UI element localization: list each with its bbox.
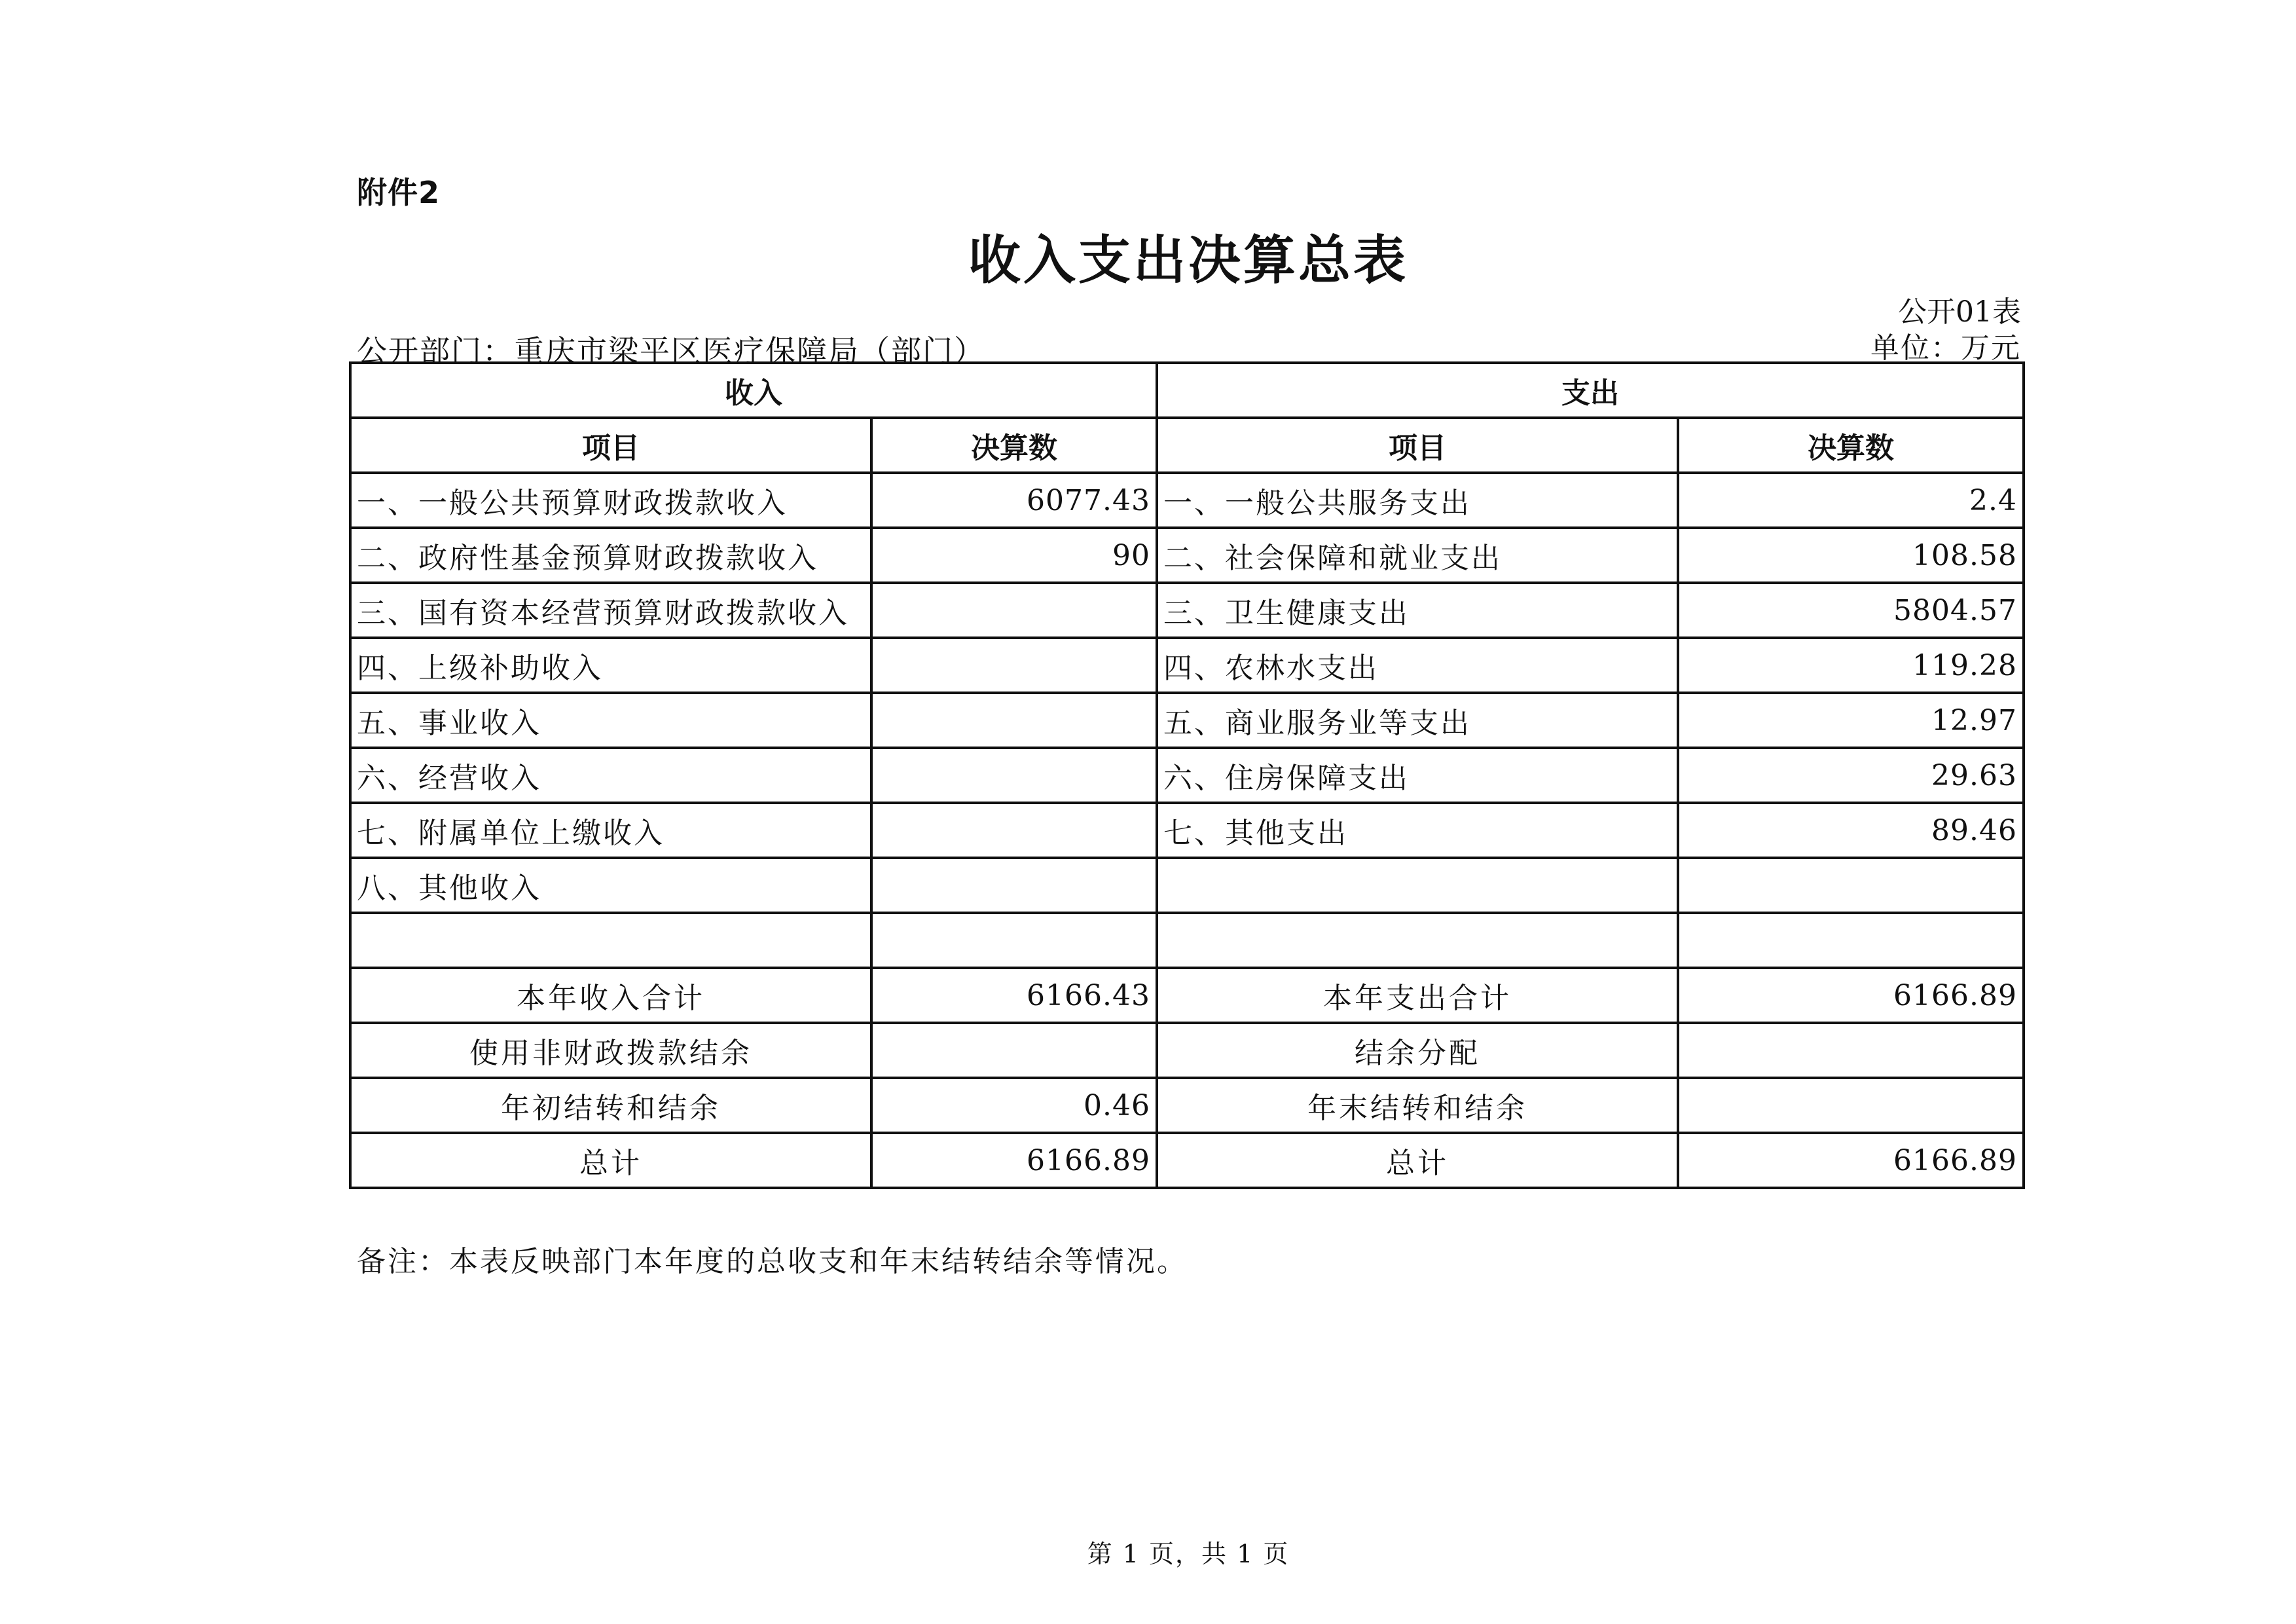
income-summary-item: 本年收入合计 [350, 968, 871, 1023]
expense-summary-amount [1678, 1078, 2024, 1133]
income-item: 二、政府性基金预算财政拨款收入 [350, 528, 871, 583]
summary-row [350, 1023, 2024, 1078]
table-row [350, 748, 2024, 803]
expense-amount: 89.46 [1678, 803, 2024, 858]
expense-summary-amount [1678, 1023, 2024, 1078]
expense-item: 五、商业服务业等支出 [1157, 693, 1678, 748]
income-summary-item: 使用非财政拨款结余 [350, 1023, 871, 1078]
income-amount [871, 748, 1157, 803]
expense-amount: 29.63 [1678, 748, 2024, 803]
income-amount [871, 858, 1157, 913]
table-row [350, 528, 2024, 583]
expense-amount: 108.58 [1678, 528, 2024, 583]
income-item-column-header: 项目 [350, 418, 871, 473]
expense-item: 一、一般公共服务支出 [1157, 473, 1678, 528]
table-code: 公开01表 [1898, 295, 2021, 329]
income-amount-column-header: 决算数 [871, 418, 1157, 473]
expense-total-amount: 6166.89 [1678, 1133, 2024, 1188]
income-item: 五、事业收入 [350, 693, 871, 748]
income-total-amount: 6166.89 [871, 1133, 1157, 1188]
expense-amount-column-header: 决算数 [1678, 418, 2024, 473]
income-amount [871, 803, 1157, 858]
income-item: 八、其他收入 [350, 858, 871, 913]
income-summary-amount: 6166.43 [871, 968, 1157, 1023]
expense-amount: 119.28 [1678, 638, 2024, 693]
expense-summary-item: 结余分配 [1157, 1023, 1678, 1078]
income-amount: 90 [871, 528, 1157, 583]
department-label: 公开部门：重庆市梁平区医疗保障局（部门） [357, 333, 985, 369]
expense-item-column-header: 项目 [1157, 418, 1678, 473]
income-summary-amount: 0.46 [871, 1078, 1157, 1133]
income-amount [871, 638, 1157, 693]
income-item: 四、上级补助收入 [350, 638, 871, 693]
table-row [350, 583, 2024, 638]
income-total-label: 总计 [350, 1133, 871, 1188]
section-header-row [350, 363, 2024, 418]
expense-item: 四、农林水支出 [1157, 638, 1678, 693]
expense-item: 三、卫生健康支出 [1157, 583, 1678, 638]
table-row [350, 803, 2024, 858]
expense-item [1157, 913, 1678, 968]
income-expense-table [349, 361, 2025, 1189]
total-row [350, 1133, 2024, 1188]
expense-item [1157, 858, 1678, 913]
attachment-label: 附件2 [357, 175, 441, 210]
table-row [350, 913, 2024, 968]
summary-row [350, 968, 2024, 1023]
table-row [350, 473, 2024, 528]
expense-item: 六、住房保障支出 [1157, 748, 1678, 803]
income-amount: 6077.43 [871, 473, 1157, 528]
expense-amount [1678, 858, 2024, 913]
expense-summary-amount: 6166.89 [1678, 968, 2024, 1023]
income-section-header: 收入 [350, 363, 1157, 418]
expense-total-label: 总计 [1157, 1133, 1678, 1188]
expense-summary-item: 本年支出合计 [1157, 968, 1678, 1023]
income-amount [871, 583, 1157, 638]
unit-label: 单位：万元 [1870, 331, 2021, 365]
expense-amount [1678, 913, 2024, 968]
income-summary-item: 年初结转和结余 [350, 1078, 871, 1133]
page-title: 收入支出决算总表 [968, 230, 1408, 291]
income-amount [871, 693, 1157, 748]
income-item [350, 913, 871, 968]
income-item: 三、国有资本经营预算财政拨款收入 [350, 583, 871, 638]
expense-item: 七、其他支出 [1157, 803, 1678, 858]
expense-item: 二、社会保障和就业支出 [1157, 528, 1678, 583]
expense-summary-item: 年末结转和结余 [1157, 1078, 1678, 1133]
table-row [350, 693, 2024, 748]
income-amount [871, 913, 1157, 968]
expense-amount: 5804.57 [1678, 583, 2024, 638]
expense-amount: 12.97 [1678, 693, 2024, 748]
table-row [350, 638, 2024, 693]
page-number: 第 1 页，共 1 页 [1087, 1540, 1290, 1568]
expense-section-header: 支出 [1157, 363, 2024, 418]
table-note: 备注：本表反映部门本年度的总收支和年末结转结余等情况。 [357, 1245, 1188, 1278]
income-item: 七、附属单位上缴收入 [350, 803, 871, 858]
income-item: 一、一般公共预算财政拨款收入 [350, 473, 871, 528]
column-header-row [350, 418, 2024, 473]
expense-amount: 2.4 [1678, 473, 2024, 528]
summary-row [350, 1078, 2024, 1133]
income-item: 六、经营收入 [350, 748, 871, 803]
table-row [350, 858, 2024, 913]
income-summary-amount [871, 1023, 1157, 1078]
